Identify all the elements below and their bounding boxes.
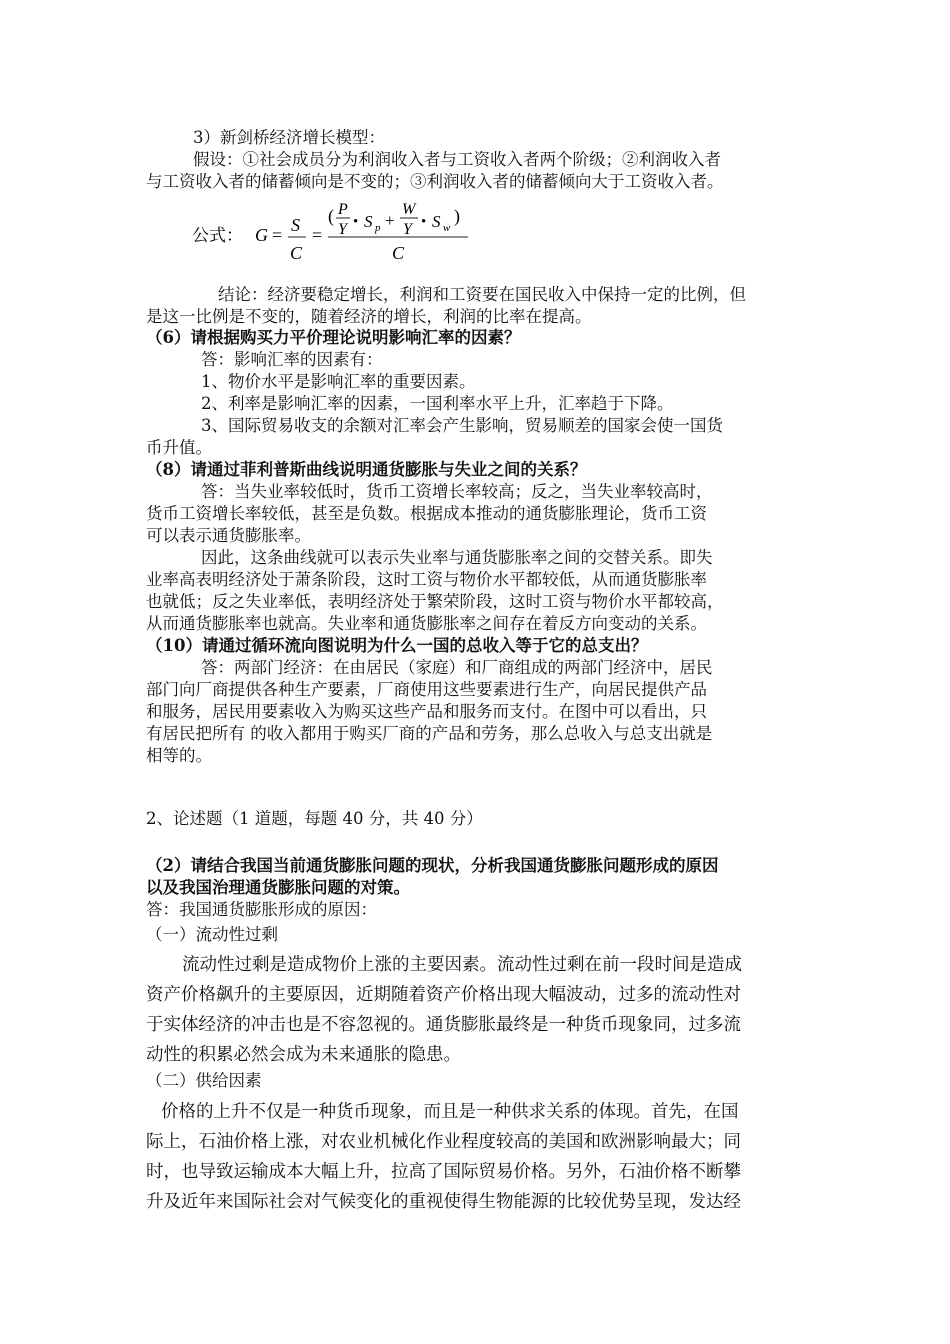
liquidity-para-line-1: 流动性过剩是造成物价上涨的主要因素。流动性过剩在前一段时间是造成 bbox=[182, 955, 742, 975]
q6-item-2: 2、利率是影响汇率的因素，一国利率水平上升，汇率趋于下降。 bbox=[201, 394, 674, 413]
model-heading: 3）新剑桥经济增长模型： bbox=[193, 128, 385, 147]
liquidity-para-line-4: 动性的积累必然会成为未来通胀的隐患。 bbox=[146, 1045, 461, 1065]
q8-para1-line-3: 可以表示通货膨胀率。 bbox=[146, 526, 311, 545]
q10-title: （10）请通过循环流向图说明为什么一国的总收入等于它的总支出？ bbox=[146, 636, 648, 655]
q10-line-4: 有居民把所有 的收入都用于购买厂商的产品和劳务，那么总收入与总支出就是 bbox=[146, 724, 713, 743]
q6-item-3-line-2: 币升值。 bbox=[146, 438, 212, 457]
formula-c: C bbox=[290, 243, 303, 263]
q10-line-1: 答：两部门经济：在由居民（家庭）和厂商组成的两部门经济中，居民 bbox=[201, 658, 713, 677]
formula-y1: Y bbox=[338, 221, 347, 238]
essay-q2-title-line-1: （2）请结合我国当前通货膨胀问题的现状，分析我国通货膨胀问题形成的原因 bbox=[146, 856, 719, 875]
q8-para2-line-1: 因此，这条曲线就可以表示失业率与通货膨胀率之间的交替关系。即失 bbox=[201, 548, 713, 567]
supply-para-line-4: 升及近年来国际社会对气候变化的重视使得生物能源的比较优势呈现，发达经 bbox=[146, 1192, 741, 1212]
subheading-supply: （二）供给因素 bbox=[146, 1071, 262, 1090]
formula-dot1: • bbox=[353, 214, 359, 230]
formula-y2: Y bbox=[403, 221, 412, 238]
q6-item-1: 1、物价水平是影响汇率的重要因素。 bbox=[201, 372, 476, 391]
q8-para1-line-1: 答：当失业率较低时，货币工资增长率较高；反之，当失业率较高时， bbox=[201, 482, 713, 501]
q8-para2-line-2: 业率高表明经济处于萧条阶段，这时工资与物价水平都较低，从而通货膨胀率 bbox=[146, 570, 707, 589]
q10-line-3: 和服务，居民用要素收入为购买这些产品和服务而支付。在图中可以看出，只 bbox=[146, 702, 707, 721]
conclusion-line-1: 结论：经济要稳定增长，利润和工资要在国民收入中保持一定的比例，但 bbox=[218, 285, 746, 304]
liquidity-para-line-2: 资产价格飙升的主要原因，近期随着资产价格出现大幅波动，过多的流动性对 bbox=[146, 985, 741, 1005]
formula-sw: S bbox=[432, 212, 441, 231]
supply-para-line-2: 际上，石油价格上涨，对农业机械化作业程度较高的美国和欧洲影响最大；同 bbox=[146, 1132, 741, 1152]
q8-title: （8）请通过菲利普斯曲线说明通货膨胀与失业之间的关系？ bbox=[146, 460, 587, 479]
formula-g: G bbox=[255, 225, 268, 245]
formula-w: W bbox=[402, 201, 416, 218]
formula-plus: + bbox=[385, 211, 395, 230]
formula-eq1: = bbox=[272, 225, 283, 245]
q6-item-3-line-1: 3、国际贸易收支的余额对汇率会产生影响，贸易顺差的国家会使一国货 bbox=[201, 416, 723, 435]
q10-line-2: 部门向厂商提供各种生产要素，厂商使用这些要素进行生产，向居民提供产品 bbox=[146, 680, 707, 699]
q8-para2-line-4: 从而通货膨胀率也就高。失业率和通货膨胀率之间存在着反方向变动的关系。 bbox=[146, 614, 707, 633]
formula-sp-sub: p bbox=[375, 222, 381, 234]
formula-s: S bbox=[291, 215, 300, 235]
assumption-line-2: 与工资收入者的储蓄倾向是不变的；③利润收入者的储蓄倾向大于工资收入者。 bbox=[146, 172, 724, 191]
supply-para-line-1: 价格的上升不仅是一种货币现象，而且是一种供求关系的体现。首先，在国 bbox=[161, 1102, 739, 1122]
assumption-line-1: 假设：①社会成员分为利润收入者与工资收入者两个阶级；②利润收入者 bbox=[193, 150, 721, 169]
formula-p: P bbox=[338, 201, 348, 218]
essay-q2-title-line-2: 以及我国治理通货膨胀问题的对策。 bbox=[146, 878, 410, 897]
formula-label: 公式： bbox=[192, 226, 243, 245]
formula-den-c: C bbox=[392, 243, 405, 263]
formula-sw-sub: w bbox=[443, 222, 451, 234]
formula-close-paren: ) bbox=[454, 206, 460, 226]
q8-para2-line-3: 也就低；反之失业率低，表明经济处于繁荣阶段，这时工资与物价水平都较高， bbox=[146, 592, 724, 611]
section2-heading: 2、论述题（1 道题，每题 40 分，共 40 分） bbox=[146, 809, 483, 828]
formula-eq2: = bbox=[312, 225, 323, 245]
liquidity-para-line-3: 于实体经济的冲击也是不容忽视的。通货膨胀最终是一种货币现象同，过多流 bbox=[146, 1015, 741, 1035]
essay-answer-intro: 答：我国通货膨胀形成的原因： bbox=[146, 900, 377, 919]
growth-formula bbox=[192, 196, 492, 266]
q8-para1-line-2: 货币工资增长率较低，甚至是负数。根据成本推动的通货膨胀理论，货币工资 bbox=[146, 504, 707, 523]
q6-title: （6）请根据购买力平价理论说明影响汇率的因素？ bbox=[146, 328, 521, 347]
formula-sp: S bbox=[364, 212, 373, 231]
supply-para-line-3: 时，也导致运输成本大幅上升，拉高了国际贸易价格。另外，石油价格不断攀 bbox=[146, 1162, 741, 1182]
formula-dot2: • bbox=[421, 214, 427, 230]
q6-answer-intro: 答：影响汇率的因素有： bbox=[201, 350, 383, 369]
conclusion-line-2: 是这一比例是不变的，随着经济的增长，利润的比率在提高。 bbox=[146, 307, 592, 326]
subheading-liquidity: （一）流动性过剩 bbox=[146, 925, 278, 944]
formula-open-paren: ( bbox=[328, 206, 334, 226]
growth-formula-svg bbox=[192, 196, 492, 266]
q10-line-5: 相等的。 bbox=[146, 746, 212, 765]
